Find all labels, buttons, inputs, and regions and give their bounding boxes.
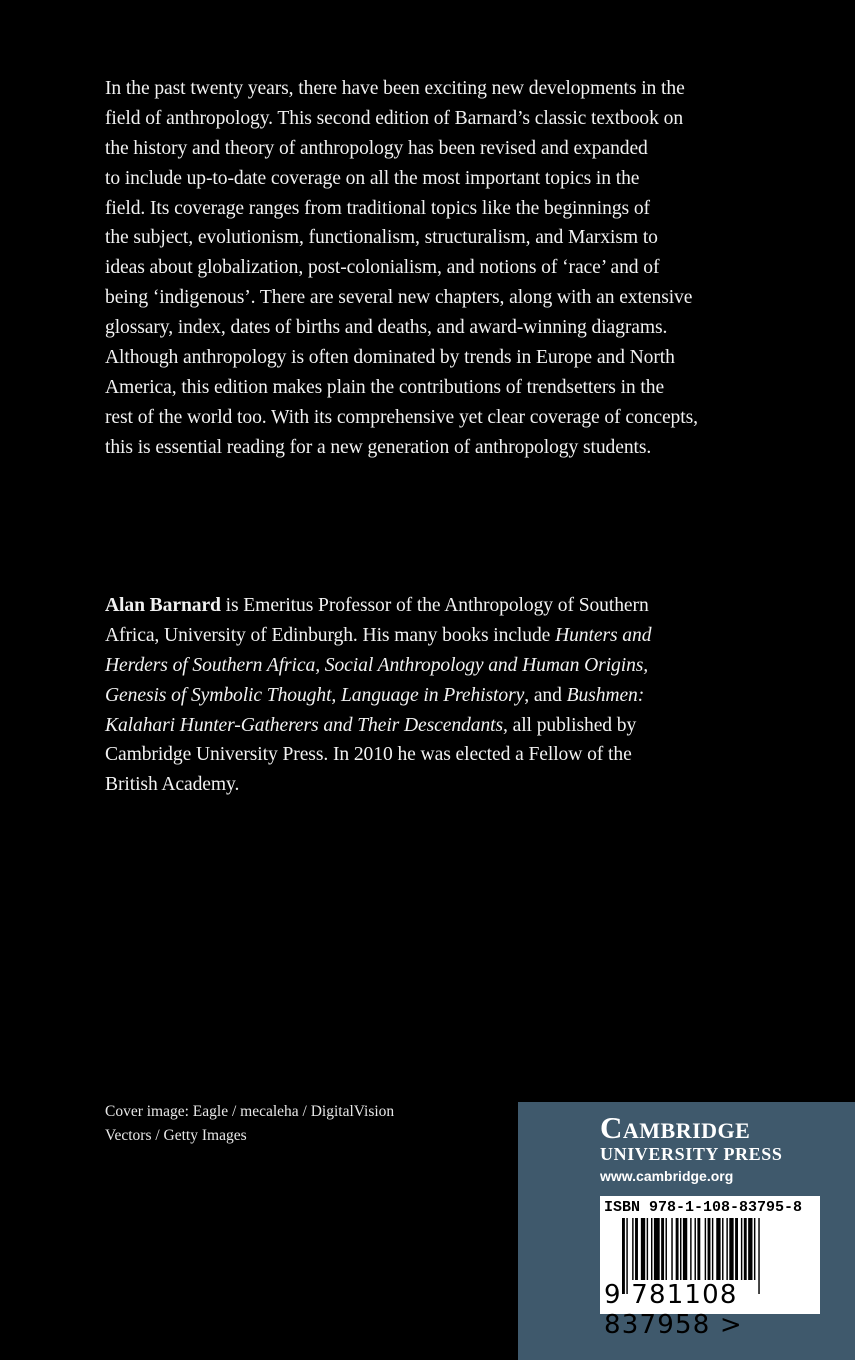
cover-image-credit <box>105 1100 394 1148</box>
text-segment: to include up-to-date coverage on all the most important topics in the <box>105 167 640 189</box>
ean-number: 9 781108 837958 > <box>604 1280 743 1340</box>
text-line <box>105 740 825 770</box>
barcode-bar <box>641 1218 645 1280</box>
text-segment: In the past twenty years, there have been exciting new developments in the <box>105 78 685 99</box>
text-segment: America, this edition makes plain the contributions of trendsetters in the <box>105 376 665 398</box>
text-segment: Herders of Southern Africa, Social Anthropology and Human Origins, <box>105 654 649 676</box>
text-line <box>105 104 825 134</box>
text-segment: is Emeritus Professor of the Anthropology of Southern <box>220 595 649 616</box>
barcode-bar <box>744 1218 747 1280</box>
text-segment: Africa, University of Edinburgh. His many books include <box>105 624 556 646</box>
barcode-bar <box>722 1218 723 1280</box>
barcode-bar <box>666 1218 667 1280</box>
text-segment: , all published by <box>503 714 637 736</box>
text-line <box>105 313 825 343</box>
text-segment: this is essential reading for a new generation of anthropology students. <box>105 436 652 458</box>
barcode-bar <box>651 1218 652 1280</box>
text-line <box>105 403 825 433</box>
barcode-bar <box>716 1218 720 1280</box>
text-segment: Genesis of Symbolic Thought, Language in Prehistory <box>105 684 525 706</box>
publisher-url: www.cambridge.org <box>600 1168 734 1184</box>
text-line <box>105 433 825 463</box>
barcode-bar <box>726 1218 727 1280</box>
barcode-bar <box>754 1218 755 1280</box>
barcode-bar <box>632 1218 633 1280</box>
text-segment: field. Its coverage ranges from traditional topics like the beginnings of <box>105 197 650 219</box>
barcode-bar <box>661 1218 664 1280</box>
barcode-bar <box>680 1218 681 1280</box>
text-segment: Kalahari Hunter-Gatherers and Their Descendants <box>105 714 504 736</box>
text-segment: Bushmen: <box>566 684 645 706</box>
barcode-bar <box>683 1218 687 1280</box>
barcode-bar <box>748 1218 752 1280</box>
text-segment: Although anthropology is often dominated by trends in Europe and North <box>105 347 675 369</box>
text-line <box>105 770 825 800</box>
barcode-bar <box>676 1218 679 1280</box>
text-line <box>105 621 825 651</box>
barcode-bar <box>647 1218 648 1280</box>
barcode-bar <box>735 1218 738 1280</box>
barcode-bar <box>690 1218 691 1280</box>
isbn-label: ISBN 978-1-108-83795-8 <box>604 1199 803 1216</box>
text-segment: being ‘indigenous’. There are several new chapters, along with an extensive <box>105 287 693 309</box>
text-line <box>105 283 825 313</box>
publisher-panel <box>518 1102 855 1360</box>
text-line <box>105 223 825 253</box>
text-line <box>105 194 825 224</box>
text-segment: the history and theory of anthropology has been revised and expanded <box>105 137 648 159</box>
text-segment: , and <box>524 684 567 706</box>
text-segment: British Academy. <box>105 774 240 796</box>
publisher-logo-subname: UNIVERSITY PRESS <box>600 1144 783 1164</box>
text-line <box>105 373 825 403</box>
text-segment: Cambridge University Press. In 2010 he was elected a Fellow of the <box>105 744 632 766</box>
text-segment: field of anthropology. This second edition of Barnard’s classic textbook on <box>105 107 684 129</box>
text-line <box>105 74 825 104</box>
text-segment: Alan Barnard <box>105 595 221 616</box>
text-segment: glossary, index, dates of births and deaths, and award-winning diagrams. <box>105 317 668 339</box>
publisher-logo-name: Cambridge <box>600 1110 751 1145</box>
text-line <box>105 253 825 283</box>
barcode-bar <box>695 1218 696 1280</box>
barcode-bar <box>729 1218 733 1280</box>
barcode-bar <box>654 1218 660 1280</box>
barcode-bar <box>697 1218 700 1280</box>
barcode-bar <box>708 1218 711 1280</box>
barcode-bar <box>741 1218 742 1280</box>
barcode-bar <box>705 1218 706 1280</box>
text-segment: the subject, evolutionism, functionalism, structuralism, and Marxism to <box>105 227 658 249</box>
barcode-bar <box>712 1218 713 1280</box>
text-segment: ideas about globalization, post-colonialism, and notions of ‘race’ and of <box>105 257 660 279</box>
description-paragraph <box>105 74 825 463</box>
barcode-bar <box>635 1218 638 1280</box>
text-line <box>105 711 825 741</box>
text-line <box>105 134 825 164</box>
text-line <box>105 164 825 194</box>
isbn-barcode <box>600 1196 820 1340</box>
text-line <box>105 591 825 621</box>
text-line <box>105 343 825 373</box>
text-line <box>105 651 825 681</box>
credit-line: Cover image: Eagle / mecaleha / DigitalVision <box>105 1103 395 1120</box>
text-line <box>105 681 825 711</box>
text-segment: rest of the world too. With its comprehensive yet clear coverage of concepts, <box>105 406 698 428</box>
author-bio-paragraph <box>105 591 825 800</box>
credit-line: Vectors / Getty Images <box>105 1127 247 1144</box>
barcode-bar <box>671 1218 672 1280</box>
text-segment: Hunters and <box>555 624 652 646</box>
